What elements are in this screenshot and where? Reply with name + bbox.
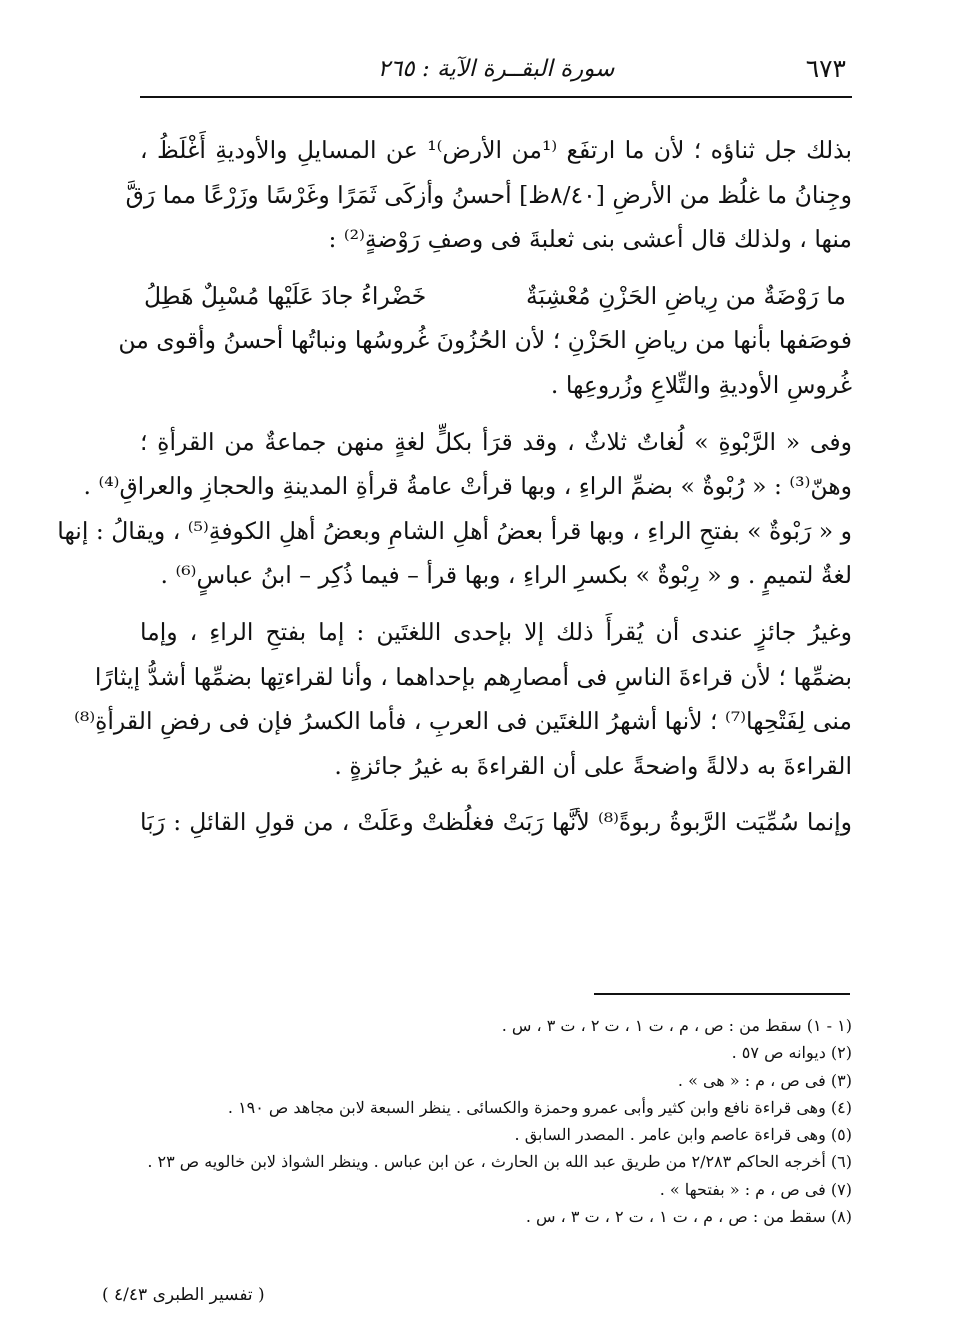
verse-first-hemistich: ما رَوْضَةٌ من رِياضِ الحَزْنِ مُعْشِبَةٌ xyxy=(526,281,846,310)
running-head: سورة البقــرة الآية : ٢٦٥ xyxy=(377,56,615,82)
text-line: القراءةَ به دلالةً واضحةً على أن القراءةَ به غيرُ جائزةٍ . xyxy=(334,751,852,780)
footnote: (١ - ١) سقط من : ص ، م ، ت ١ ، ت ٢ ، ت ٣ ، س . xyxy=(501,1016,852,1035)
footnote-rule xyxy=(594,993,850,995)
page-header xyxy=(140,52,852,96)
text-line: فوصَفها بأنها من رياضِ الحَزْنِ ؛ لأن الحُزُونَ غُروسُها ونباتُها أحسنُ وأقوى من xyxy=(118,326,852,355)
text-line: منى لِفَتْحِها⁽⁷⁾ ؛ لأنها أشهرُ اللغتَين فى العربِ ، فأما الكسرُ فإن فى رفضِ القرأةِ⁽⁸⁾ xyxy=(74,707,852,736)
footnote: (٥) وهى قراءة عاصم وابن عامر . المصدر السابق . xyxy=(514,1125,852,1145)
text-line: وغيرُ جائزٍ عندى أن يُقرأَ ذلك إلا بإحدى اللغتَين : إما بفتحِ الراءِ ، وإما xyxy=(140,617,852,646)
text-line: وفى « الرَّبْوةِ » لُغاتٌ ثلاثٌ ، وقد قرَأ بكلٍّ لغةٍ منهن جماعةٌ من القرأةِ ؛ xyxy=(140,427,852,456)
text-line: وجِنانُ ما غلُظ من الأرضِ [٨/٤٠ظ] أحسنُ وأزكَى ثَمَرًا وغَرْسًا وزَرْعًا مما رَقَّ xyxy=(125,180,852,209)
text-line: وهنّ⁽³⁾ : « رُبْوةٌ » بضمِّ الراءِ ، وبها قرأتْ عامةُ قرأةِ المدينةِ والحجازِ والعراقِ⁽⁴⁾ . xyxy=(83,472,852,501)
header-rule xyxy=(140,96,852,98)
footnotes xyxy=(140,1012,852,1230)
footnote: (٤) وهى قراءة نافع وابن كثير وأبى عمرو وحمزة والكسائى . ينظر السبعة لابن مجاهد ص ١٩٠ . xyxy=(227,1097,852,1117)
verse-second-hemistich: خَضْراءُ جادَ عَلَيْها مُسْبِلٌ هَطِلُ xyxy=(144,281,427,310)
volume-signature: ( تفسير الطبرى ٤/٤٣ ) xyxy=(102,1285,265,1305)
text-line: منها ، ولذلك قال أعشى بنى ثعلبةَ فى وصفِ رَوْضةٍ⁽²⁾ : xyxy=(328,225,852,254)
footnote: (٣) فى ص ، م : « هى » . xyxy=(677,1070,852,1090)
text-line: بذلك جل ثناؤه ؛ لأن ما ارتفَع ⁽¹من الأرض⁾¹ عن المسايلِ والأوديةِ أَغْلَظُ ، xyxy=(140,136,852,164)
footnote: (٨) سقط من : ص ، م ، ت ١ ، ت ٢ ، ت ٣ ، س . xyxy=(525,1207,852,1227)
text-line: و « رَبْوةٌ » بفتحِ الراءِ ، وبها قرأ بعضُ أهلِ الشامِ وبعضُ أهلِ الكوفةِ⁽⁵⁾ ، ويقالُ : إنها xyxy=(57,516,852,545)
footnote: (٧) فى ص ، م : « بفتحها » . xyxy=(659,1179,852,1199)
page-number: ٦٧٣ xyxy=(805,54,846,83)
poetry-verse xyxy=(140,274,852,319)
main-text xyxy=(57,128,852,845)
text-line: بضمِّها ؛ لأن قراءةَ الناسِ فى أمصارِهم بإحداهما ، وأنا لقراءتِها بضمِّها أشدُّ إيثارًا xyxy=(94,662,852,691)
footnote: (٦) أخرجه الحاكم ٢/٢٨٣ من طريق عبد الله بن الحارث ، عن ابن عباس . وينظر الشواذ لابن خالويه ص ٢٣ . xyxy=(147,1152,852,1172)
text-line: لغةٌ لتميمٍ . و « رِبْوةٌ » بكسرِ الراءِ ، وبها قرأ – فيما ذُكِر – ابنُ عباسٍ⁽⁶⁾ . xyxy=(160,561,852,590)
footnote: (٢) ديوانه ص ٥٧ . xyxy=(731,1043,852,1063)
text-line: غُروسِ الأوديةِ والتِّلاعِ وزُروعِها . xyxy=(550,370,852,399)
text-line: وإنما سُمِّيَت الرَّبوةُ ربوةً⁽⁸⁾ لأنَّها رَبَتْ فغلُظتْ وعَلَتْ ، من قولِ القائلِ : رَبَا xyxy=(140,808,852,837)
